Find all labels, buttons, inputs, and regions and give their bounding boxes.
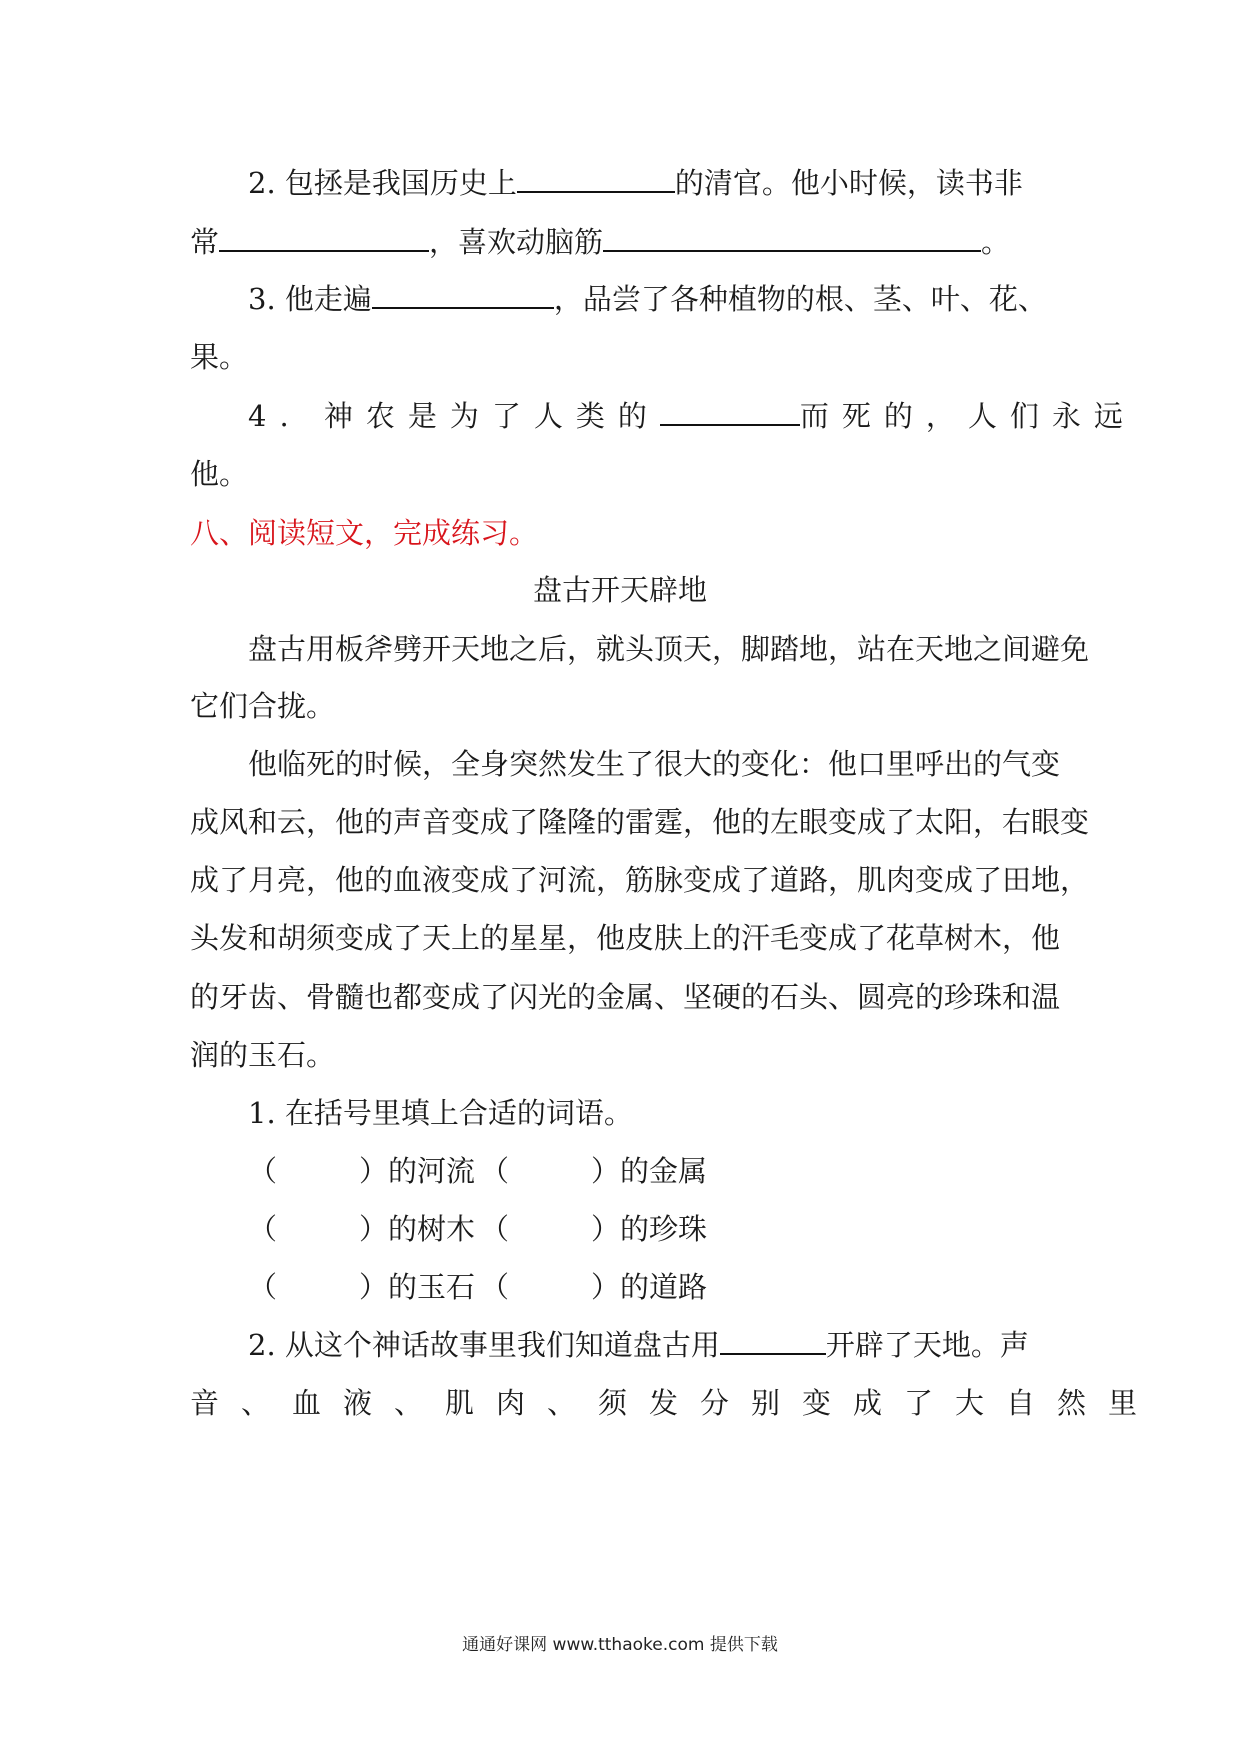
question-3-line-1: [248, 279, 1060, 319]
passage-line: 头发和胡须变成了天上的星星，他皮肤上的汗毛变成了花草树木，他: [190, 921, 1061, 955]
exercise-2-text: 2. 从这个神话故事里我们知道盘古用: [248, 1328, 720, 1362]
answer-blank[interactable]: [517, 165, 675, 193]
question-2-text: 。: [981, 225, 1011, 259]
fill-in-item: （ ）的珍珠: [480, 1212, 708, 1246]
fill-in-item: （ ）的金属: [480, 1154, 708, 1188]
question-2-text: 常: [190, 225, 220, 259]
fill-in-row: [248, 1267, 712, 1307]
footer-credit: 通通好课网 www.tthaoke.com 提供下载: [462, 1635, 778, 1655]
question-2-text: 2. 包拯是我国历史上: [248, 166, 517, 200]
question-2-line-1: [248, 163, 1060, 203]
fill-in-item: （ ）的玉石: [248, 1270, 476, 1304]
question-3-text: ，品尝了各种植物的根、茎、叶、花、: [553, 282, 1047, 316]
answer-blank[interactable]: [660, 398, 800, 426]
exercise-2-line-2: 音、血液、肌肉、须发分别变成了大自然里: [190, 1386, 1160, 1420]
question-4-text: 4. 神农是为了人类的: [248, 399, 660, 433]
section-heading: 八、阅读短文，完成练习。: [190, 516, 539, 550]
passage-line: 他临死的时候，全身突然发生了很大的变化：他口里呼出的气变: [248, 747, 1061, 781]
answer-blank[interactable]: [603, 224, 981, 252]
question-4-line-1: [248, 396, 1136, 436]
passage-line: 盘古用板斧劈开天地之后，就头顶天，脚踏地，站在天地之间避免: [248, 632, 1090, 666]
passage-title: 盘古开天辟地: [532, 573, 707, 607]
exercise-2-text: 开辟了天地。声: [825, 1328, 1029, 1362]
answer-blank[interactable]: [720, 1327, 826, 1355]
fill-in-row: [248, 1151, 712, 1191]
question-2-line-2: [190, 222, 1060, 262]
answer-blank[interactable]: [372, 281, 554, 309]
passage-line: 成风和云，他的声音变成了隆隆的雷霆，他的左眼变成了太阳，右眼变: [190, 805, 1090, 839]
fill-in-item: （ ）的树木: [248, 1212, 476, 1246]
question-3-line-2: [190, 337, 1060, 377]
passage-line: 成了月亮，他的血液变成了河流，筋脉变成了道路，肌肉变成了田地，: [190, 863, 1090, 897]
question-4-text: 而死的，人们永远: [799, 399, 1136, 433]
answer-blank[interactable]: [219, 224, 429, 252]
fill-in-row: [248, 1209, 712, 1249]
question-4-line-2: [190, 454, 1060, 494]
passage-line: 它们合拢。: [190, 689, 336, 723]
passage-line: 润的玉石。: [190, 1038, 336, 1072]
passage-line: 的牙齿、骨髓也都变成了闪光的金属、坚硬的石头、圆亮的珍珠和温: [190, 980, 1061, 1014]
fill-in-item: （ ）的道路: [480, 1270, 708, 1304]
question-3-text: 果。: [190, 340, 249, 374]
question-3-text: 3. 他走遍: [248, 282, 372, 316]
exercise-2-line-1: [248, 1325, 1060, 1365]
question-2-text: 的清官。他小时候，读书非: [674, 166, 1023, 200]
exercise-1-prompt: 1. 在括号里填上合适的词语。: [248, 1096, 633, 1130]
question-4-text: 他。: [190, 457, 249, 491]
fill-in-item: （ ）的河流: [248, 1154, 476, 1188]
question-2-text: ，喜欢动脑筋: [429, 225, 604, 259]
